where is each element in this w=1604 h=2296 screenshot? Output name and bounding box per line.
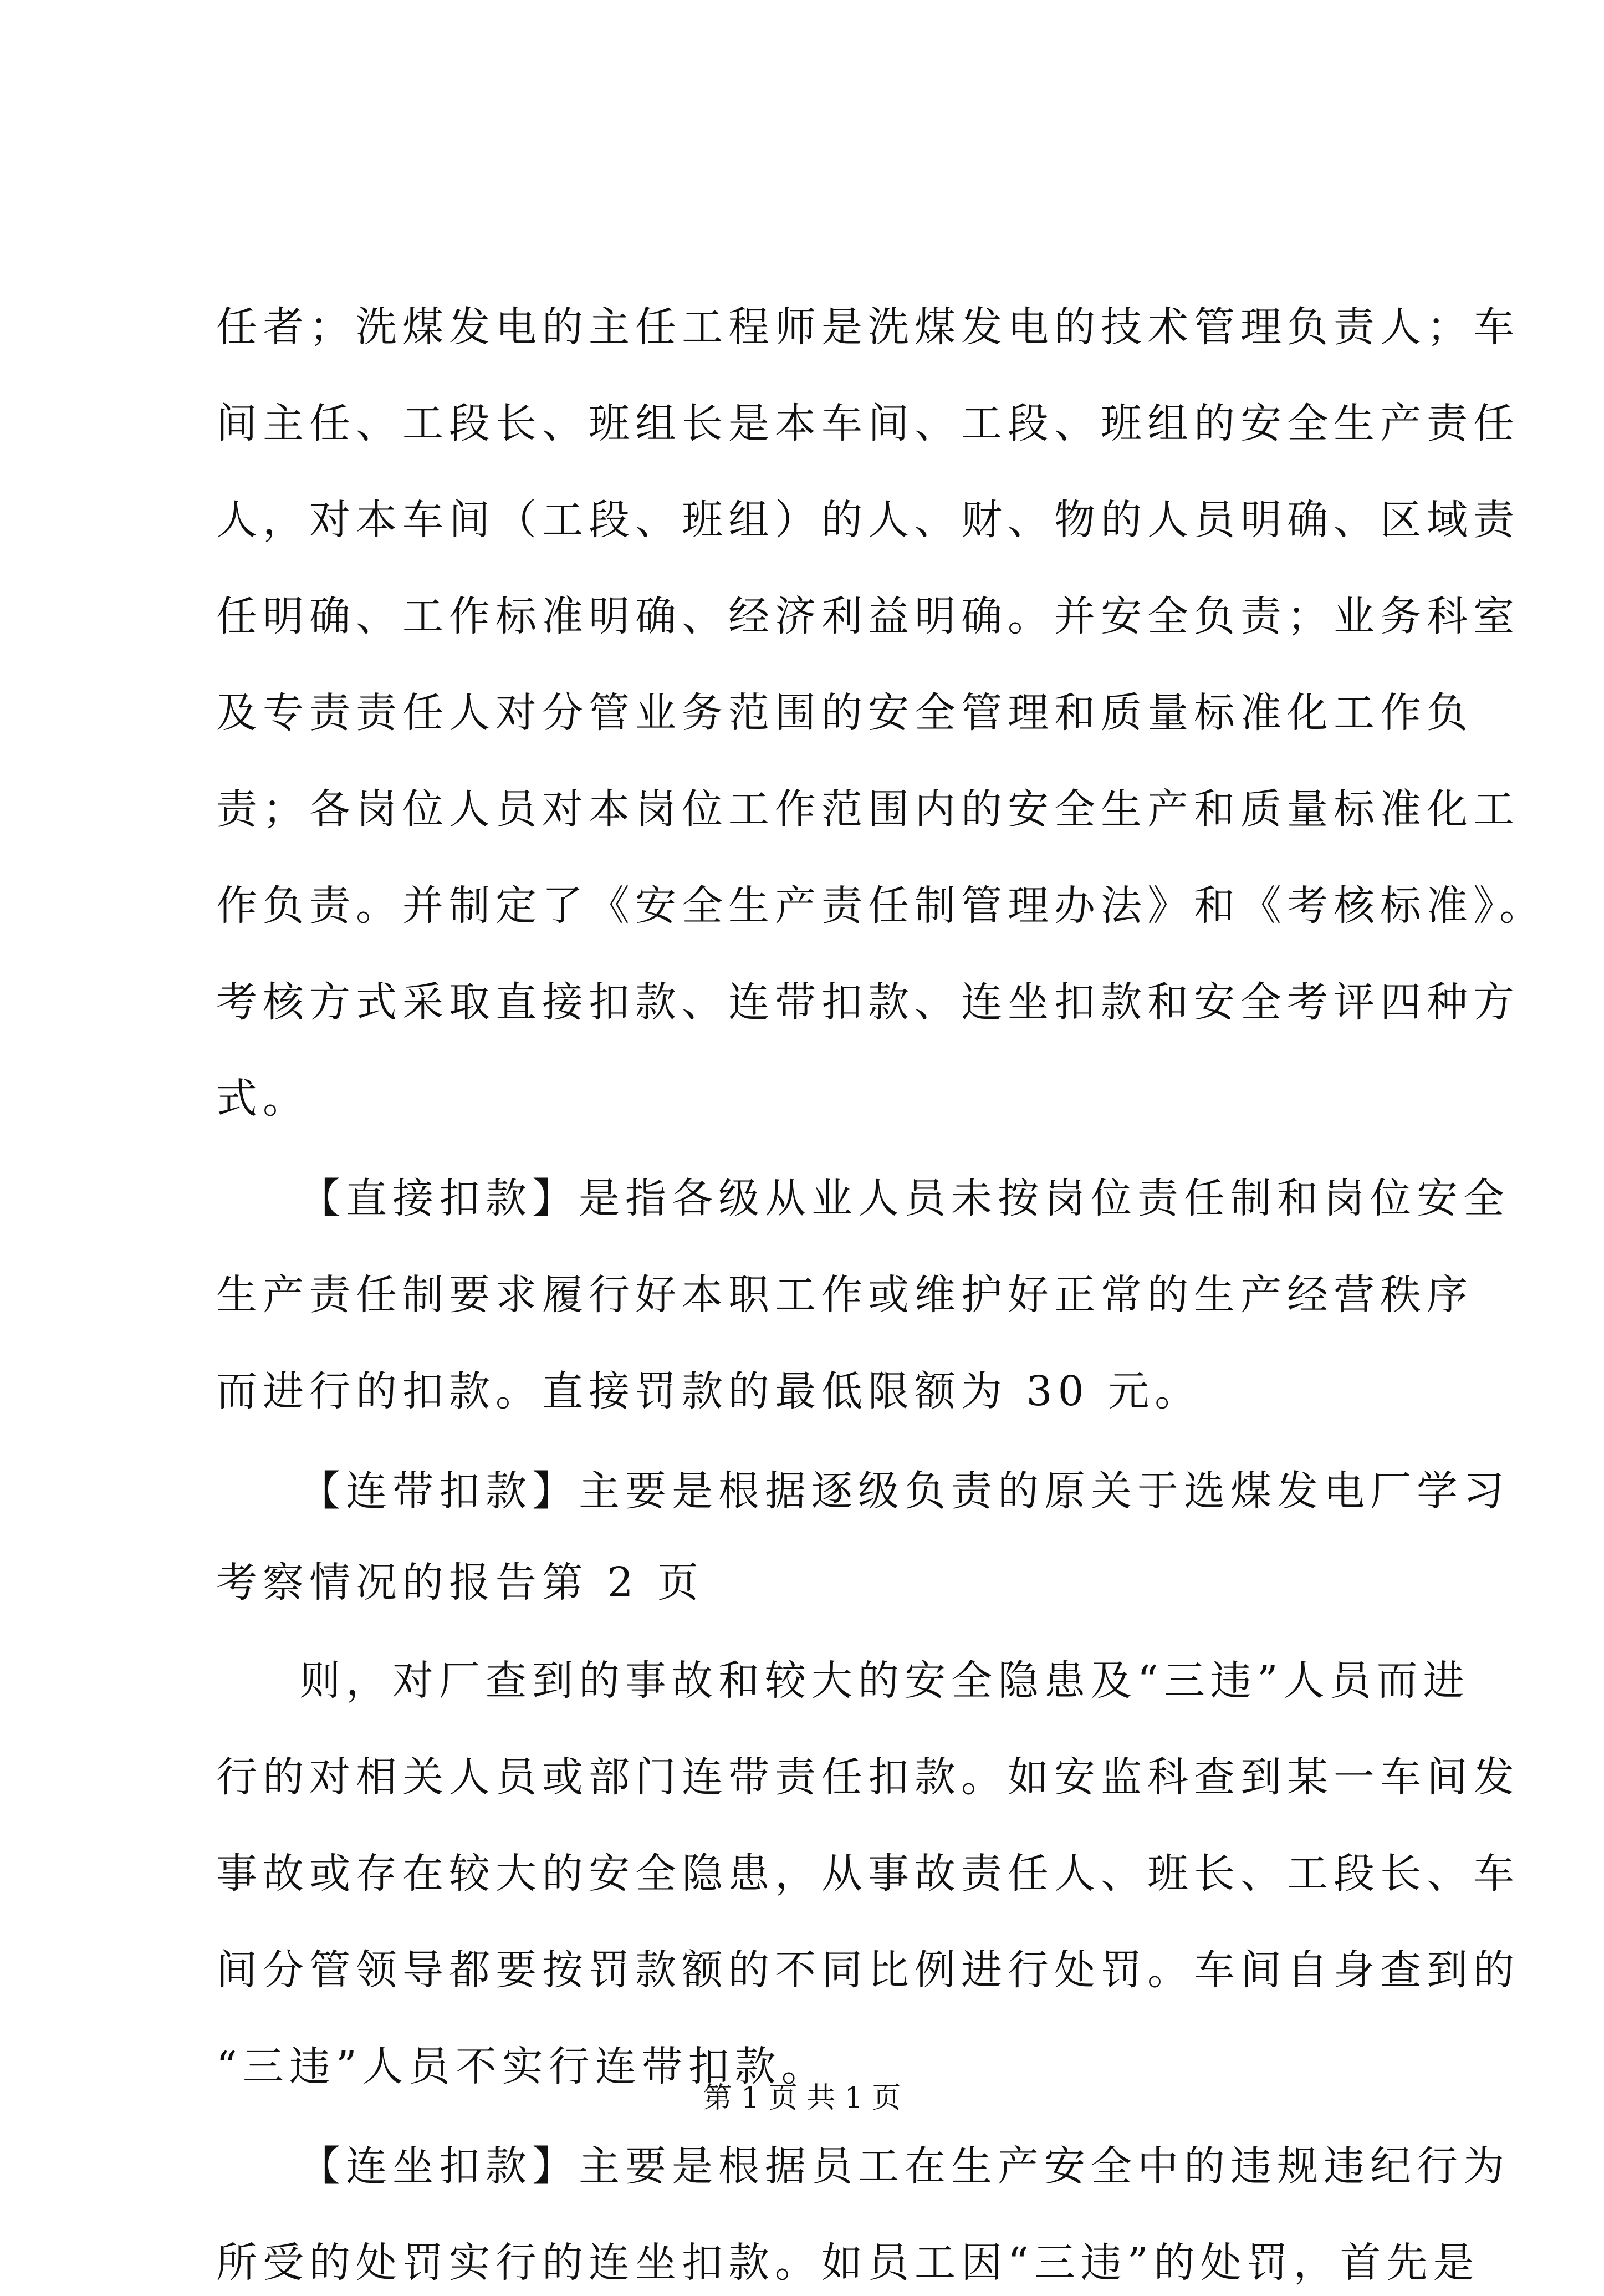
text-line: 责；各岗位人员对本岗位工作范围内的安全生产和质量标准化工 — [216, 785, 1520, 833]
text-line: 而进行的扣款。直接罚款的最低限额为 30 元。 — [216, 1368, 1202, 1415]
text-line: 考察情况的报告第 2 页 — [216, 1559, 704, 1606]
text-line: 任明确、工作标准明确、经济利益明确。并安全负责；业务科室 — [216, 593, 1520, 640]
text-line: 事故或存在较大的安全隐患，从事故责任人、班长、工段长、车 — [216, 1850, 1520, 1897]
text-line: “三违”人员不实行连带扣款。 — [216, 2043, 828, 2090]
paragraph-first-line: 则，对厂查到的事故和较大的安全隐患及“三违”人员而进 — [299, 1657, 1470, 1705]
text-line: 间分管领导都要按罚款额的不同比例进行处罚。车间自身查到的 — [216, 1946, 1520, 1994]
text-line: 生产责任制要求履行好本职工作或维护好正常的生产经营秩序 — [216, 1271, 1473, 1319]
text-line: 人，对本车间（工段、班组）的人、财、物的人员明确、区域责 — [216, 496, 1520, 544]
paragraph-first-line: 【连坐扣款】主要是根据员工在生产安全中的违规违纪行为 — [299, 2142, 1510, 2190]
page-footer: 第 1 页 共 1 页 — [703, 2081, 901, 2115]
paragraph-first-line: 【直接扣款】是指各级从业人员未按岗位责任制和岗位安全 — [299, 1175, 1510, 1222]
text-line: 式。 — [216, 1075, 309, 1123]
text-line: 考核方式采取直接扣款、连带扣款、连坐扣款和安全考评四种方 — [216, 978, 1520, 1026]
text-line: 及专责责任人对分管业务范围的安全管理和质量标准化工作负 — [216, 689, 1473, 737]
text-line: 作负责。并制定了《安全生产责任制管理办法》和《考核标准》。 — [216, 882, 1546, 930]
paragraph-first-line: 【连带扣款】主要是根据逐级负责的原关于选煤发电厂学习 — [299, 1467, 1510, 1515]
text-line: 任者；洗煤发电的主任工程师是洗煤发电的技术管理负责人；车 — [216, 303, 1520, 351]
text-line: 所受的处罚实行的连坐扣款。如员工因“三违”的处罚，首先是 — [216, 2239, 1480, 2287]
text-line: 间主任、工段长、班组长是本车间、工段、班组的安全生产责任 — [216, 400, 1520, 447]
text-line: 行的对相关人员或部门连带责任扣款。如安监科查到某一车间发 — [216, 1753, 1520, 1801]
